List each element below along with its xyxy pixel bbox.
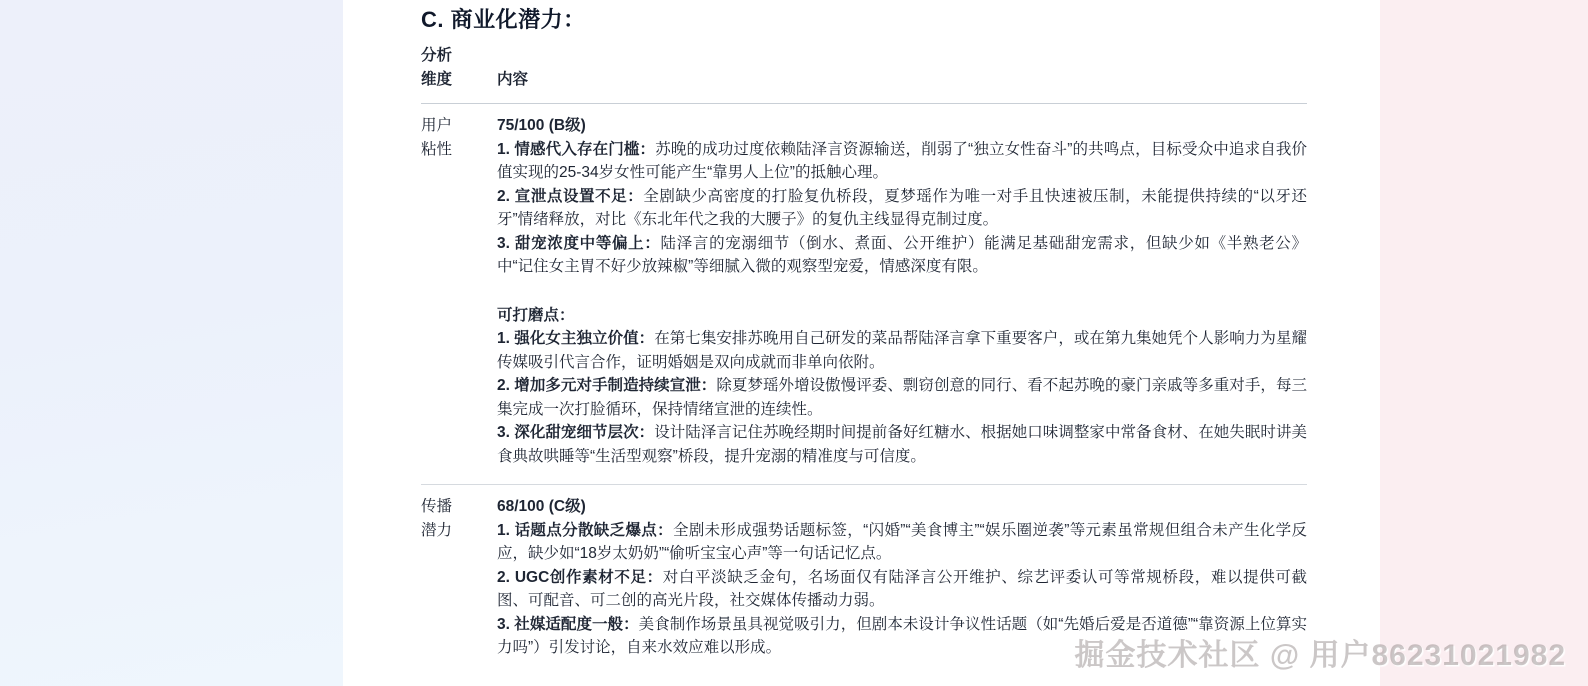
score-line: 75/100 (B级) [497, 117, 586, 134]
suggestion-number: 3. [497, 424, 515, 441]
score-line: 68/100 (C级) [497, 498, 586, 515]
improvement-block [497, 304, 1307, 469]
issue-title: 社媒适配度一般： [514, 615, 639, 633]
issue-text: 对白平淡缺乏金句，名场面仅有陆泽言公开维护、综艺评委认可等常规桥段，难以提供可截图、可配音、可二创的高光片段，社交媒体传播动力弱。 [497, 568, 1307, 609]
watermark: 掘金技术社区 @ 用户86231021982 [1074, 639, 1566, 672]
suggestion-text: 设计陆泽言记住苏晚经期时间提前备好红糖水、根据她口味调整家中常备食材、在她失眠时讲美食典故哄睡等“生活型观察”桥段，提升宠溺的精准度与可信度。 [497, 424, 1307, 465]
suggestion-title: 增加多元对手制造持续宣泄： [514, 377, 717, 394]
row-dimension-label: 传播潜力 [421, 498, 453, 539]
left-gradient-background [0, 0, 343, 686]
issue-title: 情感代入存在门槛： [514, 140, 656, 158]
issue-title: 话题点分散缺乏爆点： [514, 521, 673, 539]
suggestion-item [497, 327, 1307, 374]
issue-number: 2. [497, 568, 515, 586]
document-content [421, 0, 1307, 676]
suggestion-item [497, 421, 1307, 468]
issue-number: 3. [497, 234, 515, 252]
issue-item [497, 232, 1307, 279]
suggestion-item [497, 374, 1307, 421]
table-header-row [421, 44, 1307, 104]
issue-text: 陆泽言的宠溺细节（倒水、煮面、公开维护）能满足基础甜宠需求，但缺少如《半熟老公》中“记住女主胃不好少放辣椒”等细腻入微的观察型宠爱，情感深度有限。 [497, 234, 1307, 275]
suggestion-number: 1. [497, 330, 515, 347]
issue-number: 1. [497, 521, 515, 539]
issue-title: 宣泄点设置不足： [514, 187, 644, 205]
suggestion-text: 在第七集安排苏晚用自己研发的菜品帮陆泽言拿下重要客户，或在第九集她凭个人影响力为星耀传媒吸引代言合作，证明婚姻是双向成就而非单向依附。 [497, 330, 1307, 371]
column-header-dimension: 分析维度 [421, 47, 453, 88]
row-content-cell [497, 114, 1307, 468]
issue-item [497, 519, 1307, 566]
column-header-content: 内容 [497, 70, 529, 88]
suggestion-text: 除夏梦瑶外增设傲慢评委、剽窃创意的同行、看不起苏晚的豪门亲戚等多重对手，每三集完成一次打脸循环，保持情绪宣泄的连续性。 [497, 377, 1307, 418]
suggestion-number: 2. [497, 377, 515, 394]
table-row [421, 104, 1307, 484]
issue-item [497, 185, 1307, 232]
suggestion-title: 强化女主独立价值： [514, 330, 655, 347]
issue-item [497, 138, 1307, 185]
issue-number: 1. [497, 140, 515, 158]
right-pink-background [1380, 0, 1588, 686]
row-dimension-label: 用户粘性 [421, 117, 453, 158]
improvement-subhead: 可打磨点： [497, 306, 575, 324]
issue-text: 苏晚的成功过度依赖陆泽言资源输送，削弱了“独立女性奋斗”的共鸣点，目标受众中追求自我价值实现的25-34岁女性可能产生“靠男人上位”的抵触心理。 [497, 140, 1308, 181]
issue-item [497, 566, 1307, 613]
issue-text: 美食制作场景虽具视觉吸引力，但剧本未设计争议性话题（如“先婚后爱是否道德”“靠资源上位算实力吗”）引发讨论，自来水效应难以形成。 [497, 615, 1307, 656]
section-title: C. 商业化潜力： [421, 7, 586, 32]
issue-text: 全剧未形成强势话题标签，“闪婚”“美食博主”“娱乐圈逆袭”等元素虽常规但组合未产生化学反应，缺少如“18岁太奶奶”“偷听宝宝心声”等一句话记忆点。 [497, 521, 1307, 562]
issue-title: UGC创作素材不足： [514, 568, 663, 586]
issue-text: 全剧缺少高密度的打脸复仇桥段，夏梦瑶作为唯一对手且快速被压制，未能提供持续的“以牙还牙”情绪释放，对比《东北年代之我的大腰子》的复仇主线显得克制过度。 [497, 187, 1307, 228]
issue-number: 2. [497, 187, 515, 205]
issue-title: 甜宠浓度中等偏上： [514, 234, 661, 252]
issue-number: 3. [497, 615, 515, 633]
suggestion-title: 深化甜宠细节层次： [514, 424, 655, 441]
